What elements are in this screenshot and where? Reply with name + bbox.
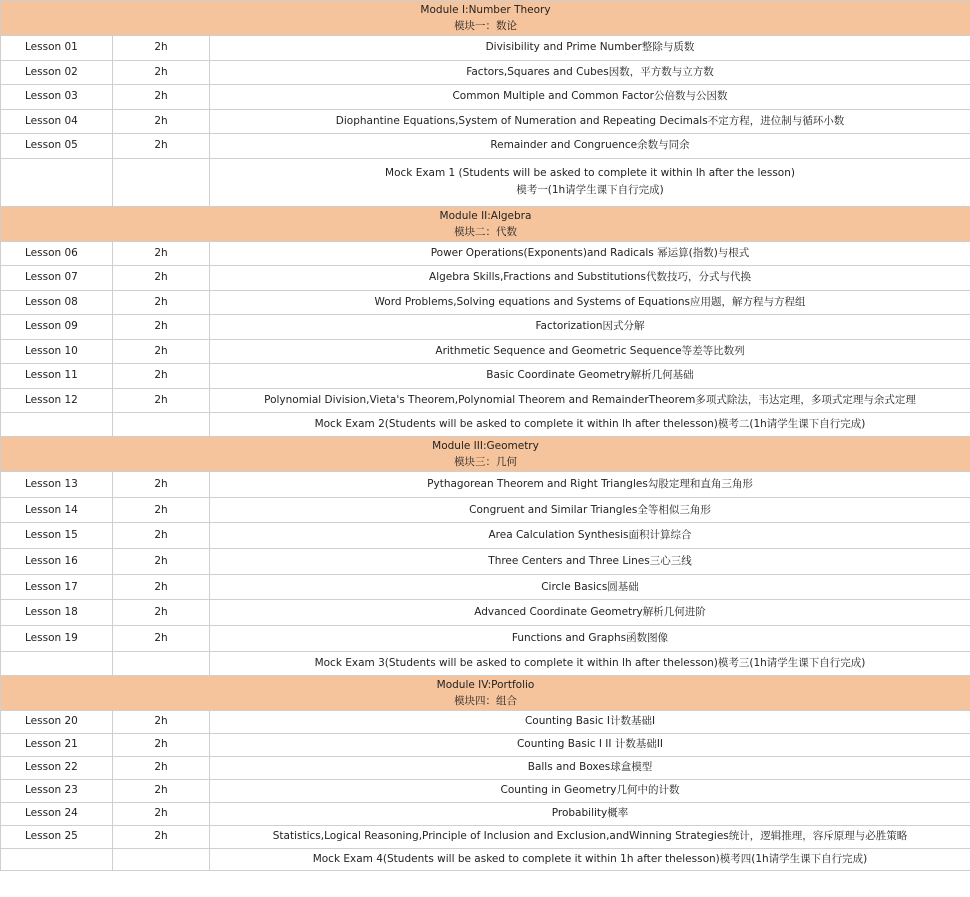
lesson-number: Lesson 03 xyxy=(1,85,113,110)
lesson-number: Lesson 07 xyxy=(1,266,113,291)
lesson-number: Lesson 14 xyxy=(1,497,113,523)
lesson-number: Lesson 19 xyxy=(1,626,113,652)
lesson-row xyxy=(1,266,970,291)
mock-exam-row xyxy=(1,413,970,437)
lesson-number: Lesson 15 xyxy=(1,523,113,549)
lesson-topic: Power Operations(Exponents)and Radicals 幂运算(指数)与根式 xyxy=(210,241,970,266)
lesson-row xyxy=(1,549,970,575)
mock-exam-empty-cell xyxy=(113,413,210,437)
mock-exam-cell xyxy=(210,848,970,870)
lesson-row xyxy=(1,290,970,315)
lesson-topic: Advanced Coordinate Geometry解析几何进阶 xyxy=(210,600,970,626)
lesson-topic: Pythagorean Theorem and Right Triangles勾股定理和直角三角形 xyxy=(210,472,970,498)
lesson-hours: 2h xyxy=(113,364,210,389)
lesson-hours: 2h xyxy=(113,626,210,652)
lesson-hours: 2h xyxy=(113,266,210,291)
mock-exam-text: Mock Exam 4(Students will be asked to complete it within 1h after thelesson)模考四(1h请学生课下自行完成) xyxy=(312,852,868,865)
lesson-hours: 2h xyxy=(113,549,210,575)
lesson-hours: 2h xyxy=(113,756,210,779)
module-subtitle: 模块三：几何 xyxy=(454,456,517,468)
lesson-number: Lesson 21 xyxy=(1,733,113,756)
lesson-number: Lesson 02 xyxy=(1,60,113,85)
lesson-hours: 2h xyxy=(113,710,210,733)
module-title: Module II:Algebra xyxy=(439,209,532,222)
lesson-number: Lesson 18 xyxy=(1,600,113,626)
lesson-hours: 2h xyxy=(113,779,210,802)
lesson-row xyxy=(1,339,970,364)
lesson-hours: 2h xyxy=(113,315,210,340)
module-header-cell xyxy=(1,206,970,241)
lesson-row xyxy=(1,600,970,626)
lesson-row xyxy=(1,733,970,756)
lesson-hours: 2h xyxy=(113,339,210,364)
lesson-number: Lesson 08 xyxy=(1,290,113,315)
mock-exam-row xyxy=(1,848,970,870)
module-header xyxy=(1,206,970,241)
lesson-topic: Factorization因式分解 xyxy=(210,315,970,340)
lesson-hours: 2h xyxy=(113,825,210,848)
lesson-hours: 2h xyxy=(113,600,210,626)
lesson-row xyxy=(1,523,970,549)
lesson-row xyxy=(1,497,970,523)
lesson-row xyxy=(1,109,970,134)
lesson-topic: Common Multiple and Common Factor公倍数与公因数 xyxy=(210,85,970,110)
lesson-row xyxy=(1,241,970,266)
lesson-topic: Probability概率 xyxy=(210,802,970,825)
lesson-hours: 2h xyxy=(113,388,210,413)
lesson-topic: Remainder and Congruence余数与同余 xyxy=(210,134,970,159)
lesson-topic: Arithmetic Sequence and Geometric Sequence等差等比数列 xyxy=(210,339,970,364)
lesson-topic: Counting Basic I计数基础I xyxy=(210,710,970,733)
module-title: Module III:Geometry xyxy=(432,440,539,452)
mock-exam-row xyxy=(1,651,970,675)
lesson-number: Lesson 06 xyxy=(1,241,113,266)
lesson-row xyxy=(1,388,970,413)
mock-exam-cell xyxy=(210,413,970,437)
lesson-number: Lesson 22 xyxy=(1,756,113,779)
lesson-row xyxy=(1,364,970,389)
lesson-number: Lesson 16 xyxy=(1,549,113,575)
module-header-cell xyxy=(1,675,970,710)
lesson-hours: 2h xyxy=(113,241,210,266)
mock-exam-empty-cell xyxy=(113,158,210,206)
lesson-number: Lesson 20 xyxy=(1,710,113,733)
module-header xyxy=(1,437,970,472)
module-title: Module IV:Portfolio xyxy=(436,678,535,691)
module-subtitle: 模块一：数论 xyxy=(454,20,517,32)
lesson-hours: 2h xyxy=(113,574,210,600)
module-header xyxy=(1,675,970,710)
lesson-topic: Basic Coordinate Geometry解析几何基础 xyxy=(210,364,970,389)
lesson-row xyxy=(1,36,970,61)
module-title: Module I:Number Theory xyxy=(420,4,551,16)
lesson-hours: 2h xyxy=(113,36,210,61)
mock-exam-empty-cell xyxy=(113,848,210,870)
module-header xyxy=(1,1,970,36)
lesson-topic: Polynomial Division,Vieta's Theorem,Polynomial Theorem and RemainderTheorem多项式除法，韦达定理，多项式定理与余式定理 xyxy=(210,388,970,413)
lesson-number: Lesson 01 xyxy=(1,36,113,61)
mock-exam-text: Mock Exam 2(Students will be asked to complete it within lh after thelesson)模考二(1h请学生课下自行完成) xyxy=(314,418,866,430)
lesson-row xyxy=(1,574,970,600)
lesson-hours: 2h xyxy=(113,497,210,523)
mock-exam-cell xyxy=(210,158,970,206)
lesson-topic: Functions and Graphs函数图像 xyxy=(210,626,970,652)
lesson-topic: Counting Basic I II 计数基础II xyxy=(210,733,970,756)
lesson-hours: 2h xyxy=(113,523,210,549)
lesson-number: Lesson 23 xyxy=(1,779,113,802)
lesson-row xyxy=(1,134,970,159)
lesson-topic: Diophantine Equations,System of Numeration and Repeating Decimals不定方程，进位制与循环小数 xyxy=(210,109,970,134)
module-header-cell xyxy=(1,1,970,36)
lesson-row xyxy=(1,710,970,733)
mock-exam-text: Mock Exam 1 (Students will be asked to complete it within lh after the lesson) xyxy=(385,167,795,179)
mock-exam-text: Mock Exam 3(Students will be asked to complete it within lh after thelesson)模考三(1h请学生课下自行完成) xyxy=(314,656,866,669)
lesson-number: Lesson 11 xyxy=(1,364,113,389)
lesson-topic: Counting in Geometry几何中的计数 xyxy=(210,779,970,802)
lesson-row xyxy=(1,315,970,340)
lesson-number: Lesson 24 xyxy=(1,802,113,825)
lesson-number: Lesson 17 xyxy=(1,574,113,600)
lesson-hours: 2h xyxy=(113,134,210,159)
mock-exam-empty-cell xyxy=(1,848,113,870)
lesson-hours: 2h xyxy=(113,109,210,134)
lesson-topic: Statistics,Logical Reasoning,Principle of Inclusion and Exclusion,andWinning Strategies统计，逻辑推理，容斥原理与必胜策略 xyxy=(210,825,970,848)
module-subtitle: 模块四：组合 xyxy=(454,694,517,707)
module-header-cell xyxy=(1,437,970,472)
lesson-topic: Balls and Boxes球盒模型 xyxy=(210,756,970,779)
lesson-topic: Factors,Squares and Cubes因数，平方数与立方数 xyxy=(210,60,970,85)
lesson-number: Lesson 04 xyxy=(1,109,113,134)
mock-exam-text-cn: 模考一(1h请学生课下自行完成) xyxy=(516,184,664,196)
lesson-hours: 2h xyxy=(113,802,210,825)
lesson-hours: 2h xyxy=(113,60,210,85)
lesson-hours: 2h xyxy=(113,733,210,756)
lesson-row xyxy=(1,85,970,110)
lesson-number: Lesson 09 xyxy=(1,315,113,340)
lesson-topic: Word Problems,Solving equations and Systems of Equations应用题，解方程与方程组 xyxy=(210,290,970,315)
lesson-hours: 2h xyxy=(113,472,210,498)
lesson-topic: Divisibility and Prime Number整除与质数 xyxy=(210,36,970,61)
mock-exam-empty-cell xyxy=(1,158,113,206)
lesson-row xyxy=(1,756,970,779)
lesson-row xyxy=(1,472,970,498)
lesson-number: Lesson 10 xyxy=(1,339,113,364)
lesson-row xyxy=(1,802,970,825)
module-subtitle: 模块二：代数 xyxy=(454,225,517,238)
lesson-number: Lesson 05 xyxy=(1,134,113,159)
lesson-row xyxy=(1,626,970,652)
lesson-number: Lesson 13 xyxy=(1,472,113,498)
lesson-topic: Three Centers and Three Lines三心三线 xyxy=(210,549,970,575)
lesson-row xyxy=(1,825,970,848)
mock-exam-empty-cell xyxy=(1,651,113,675)
mock-exam-cell xyxy=(210,651,970,675)
lesson-hours: 2h xyxy=(113,290,210,315)
lesson-number: Lesson 12 xyxy=(1,388,113,413)
lesson-number: Lesson 25 xyxy=(1,825,113,848)
lesson-hours: 2h xyxy=(113,85,210,110)
mock-exam-row xyxy=(1,158,970,206)
lesson-row xyxy=(1,779,970,802)
lesson-topic: Circle Basics圆基础 xyxy=(210,574,970,600)
lesson-topic: Congruent and Similar Triangles全等相似三角形 xyxy=(210,497,970,523)
lesson-row xyxy=(1,60,970,85)
lesson-topic: Algebra Skills,Fractions and Substitutions代数技巧，分式与代换 xyxy=(210,266,970,291)
mock-exam-empty-cell xyxy=(1,413,113,437)
lesson-topic: Area Calculation Synthesis面积计算综合 xyxy=(210,523,970,549)
mock-exam-empty-cell xyxy=(113,651,210,675)
